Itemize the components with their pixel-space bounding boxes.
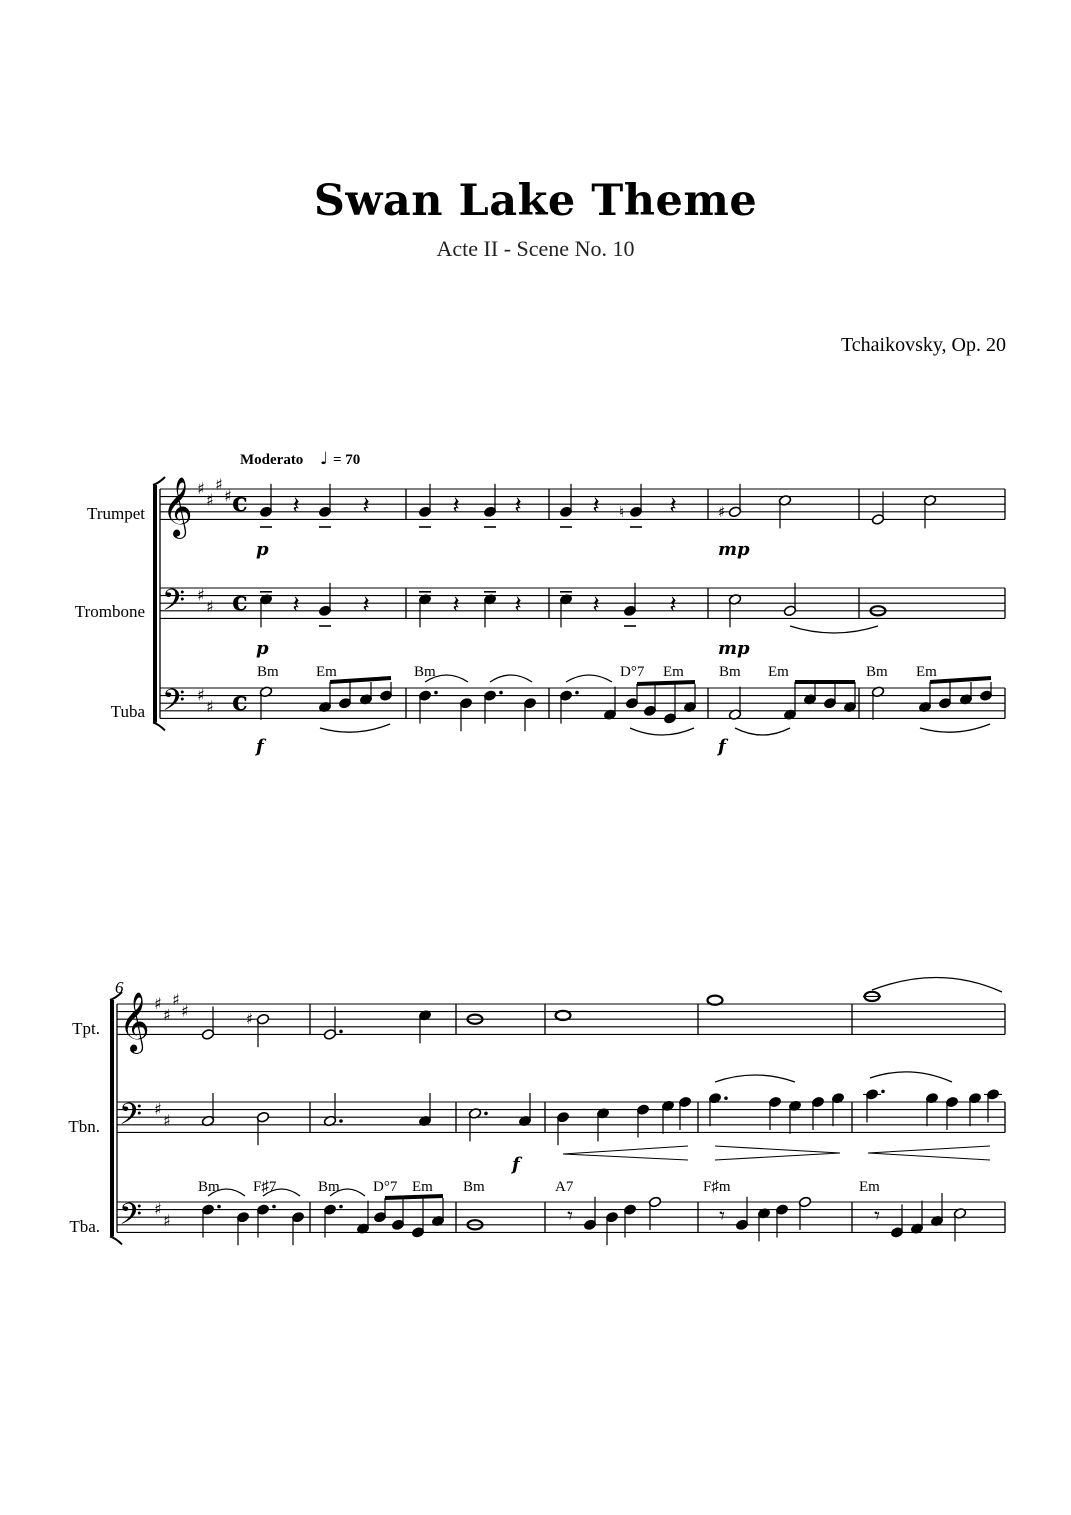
chord-symbol: Em bbox=[663, 664, 684, 680]
system-bracket bbox=[110, 1000, 114, 1236]
quarter-rest: 𝄽 bbox=[452, 590, 460, 619]
quarter-rest: 𝄽 bbox=[514, 491, 522, 520]
quarter-rest: 𝄽 bbox=[292, 491, 300, 520]
bass-clef-icon: 𝄢 bbox=[162, 584, 186, 625]
chord-symbol: Em bbox=[412, 1179, 433, 1195]
quarter-rest: 𝄽 bbox=[362, 590, 370, 619]
dynamic-marking: p bbox=[256, 638, 269, 659]
chord-symbol: A7 bbox=[555, 1179, 574, 1195]
dot bbox=[484, 1112, 488, 1116]
beam bbox=[930, 678, 991, 682]
dynamic-marking: f bbox=[512, 1154, 520, 1175]
quarter-rest: 𝄽 bbox=[514, 590, 522, 619]
dot bbox=[272, 1205, 276, 1209]
crescendo-hairpin bbox=[868, 1146, 990, 1160]
key-signature-sharp: ♯ bbox=[163, 1211, 171, 1230]
tempo-marking: Moderato bbox=[240, 452, 304, 468]
key-signature-sharp: ♯ bbox=[197, 585, 205, 605]
quarter-rest: 𝄽 bbox=[592, 491, 600, 520]
instrument-label-tpt: Tpt. bbox=[72, 1019, 100, 1038]
chord-symbol: Em bbox=[768, 664, 789, 680]
key-signature-sharp: ♯ bbox=[181, 1001, 189, 1021]
chord-symbol: Bm bbox=[463, 1179, 485, 1195]
slur bbox=[715, 1075, 795, 1082]
accidental: ♯ bbox=[718, 502, 726, 521]
instrument-label-trumpet: Trumpet bbox=[87, 504, 145, 523]
instrument-label-tba: Tba. bbox=[69, 1217, 100, 1236]
score-title: Swan Lake Theme bbox=[313, 176, 758, 226]
key-signature-sharp: ♯ bbox=[206, 490, 214, 510]
instrument-label-trombone: Trombone bbox=[74, 602, 145, 621]
slur bbox=[566, 675, 612, 682]
bass-clef-icon: 𝄢 bbox=[162, 684, 186, 725]
dynamic-marking: mp bbox=[718, 539, 750, 560]
key-signature-sharp: ♯ bbox=[206, 697, 214, 716]
system-bracket bbox=[153, 485, 157, 722]
slur bbox=[735, 728, 790, 735]
treble-clef-icon: 𝄞 bbox=[162, 477, 193, 537]
dot bbox=[339, 1119, 343, 1123]
tempo-note-icon: ♩ bbox=[320, 449, 329, 469]
key-signature-sharp: ♯ bbox=[172, 990, 180, 1010]
tempo-bpm: = 70 bbox=[333, 452, 361, 468]
slur bbox=[920, 724, 990, 732]
dot bbox=[881, 1090, 885, 1094]
instrument-label-tuba: Tuba bbox=[110, 702, 145, 721]
key-signature-sharp: ♯ bbox=[154, 994, 162, 1013]
slur bbox=[790, 626, 878, 633]
chord-symbol: Bm bbox=[318, 1179, 340, 1195]
chord-symbol: D°7 bbox=[373, 1179, 398, 1195]
chord-symbol: F♯m bbox=[703, 1179, 731, 1195]
measure-number: 6 bbox=[115, 978, 124, 997]
dot bbox=[575, 691, 579, 695]
bass-clef-icon: 𝄢 bbox=[119, 1198, 143, 1239]
dynamic-marking: p bbox=[256, 539, 269, 560]
quarter-rest: 𝄽 bbox=[362, 491, 370, 520]
time-signature: c bbox=[232, 687, 248, 717]
dot bbox=[724, 1096, 728, 1100]
key-signature-sharp: ♯ bbox=[154, 1099, 162, 1119]
crescendo-hairpin bbox=[563, 1146, 688, 1160]
whole-note bbox=[708, 996, 723, 1005]
key-signature-sharp: ♯ bbox=[224, 486, 232, 506]
chord-symbol: Bm bbox=[719, 664, 741, 680]
chord-symbol: Em bbox=[859, 1179, 880, 1195]
dynamic-marking: f bbox=[718, 736, 726, 757]
slur bbox=[490, 675, 532, 682]
time-signature: c bbox=[232, 488, 248, 518]
key-signature-sharp: ♯ bbox=[154, 1199, 162, 1219]
eighth-rest: 𝄾 bbox=[874, 1204, 880, 1230]
slur bbox=[630, 728, 694, 735]
quarter-rest: 𝄽 bbox=[592, 590, 600, 619]
chord-symbol: Bm bbox=[198, 1179, 220, 1195]
instrument-label-tbn: Tbn. bbox=[68, 1117, 100, 1136]
slur bbox=[870, 1072, 952, 1082]
slur bbox=[320, 724, 390, 732]
chord-symbol: Bm bbox=[414, 664, 436, 680]
key-signature-sharp: ♯ bbox=[206, 597, 214, 616]
beam bbox=[637, 682, 695, 684]
beam bbox=[330, 678, 391, 682]
decrescendo-hairpin bbox=[715, 1146, 840, 1160]
chord-symbol: Bm bbox=[257, 664, 279, 680]
tie bbox=[872, 977, 1002, 992]
chord-symbol: Em bbox=[316, 664, 337, 680]
accidental: ♮ bbox=[619, 502, 625, 521]
quarter-rest: 𝄽 bbox=[292, 590, 300, 619]
key-signature-sharp: ♯ bbox=[197, 479, 205, 498]
composer: Tchaikovsky, Op. 20 bbox=[840, 334, 1006, 356]
quarter-rest: 𝄽 bbox=[669, 590, 677, 619]
dot bbox=[499, 691, 503, 695]
beam bbox=[385, 1196, 443, 1198]
key-signature-sharp: ♯ bbox=[163, 1005, 171, 1025]
chord-symbol: Em bbox=[916, 664, 937, 680]
quarter-rest: 𝄽 bbox=[452, 491, 460, 520]
dot bbox=[434, 691, 438, 695]
dot bbox=[339, 1205, 343, 1209]
chord-symbol: F♯7 bbox=[253, 1179, 277, 1195]
accidental: ♯ bbox=[246, 1010, 254, 1029]
key-signature-sharp: ♯ bbox=[197, 685, 205, 705]
eighth-rest: 𝄾 bbox=[719, 1204, 725, 1230]
quarter-rest: 𝄽 bbox=[669, 491, 677, 520]
time-signature: c bbox=[232, 587, 248, 617]
dynamic-marking: f bbox=[256, 736, 264, 757]
score-subtitle: Acte II - Scene No. 10 bbox=[436, 236, 635, 261]
dynamic-marking: mp bbox=[718, 638, 750, 659]
key-signature-sharp: ♯ bbox=[163, 1111, 171, 1130]
eighth-rest: 𝄾 bbox=[567, 1204, 573, 1230]
chord-symbol: Bm bbox=[866, 664, 888, 680]
key-signature-sharp: ♯ bbox=[215, 475, 223, 495]
bass-clef-icon: 𝄢 bbox=[119, 1098, 143, 1139]
dot bbox=[217, 1205, 221, 1209]
whole-note bbox=[556, 1011, 571, 1020]
treble-clef-icon: 𝄞 bbox=[119, 992, 150, 1052]
dot bbox=[339, 1030, 343, 1034]
chord-symbol: D°7 bbox=[620, 664, 645, 680]
